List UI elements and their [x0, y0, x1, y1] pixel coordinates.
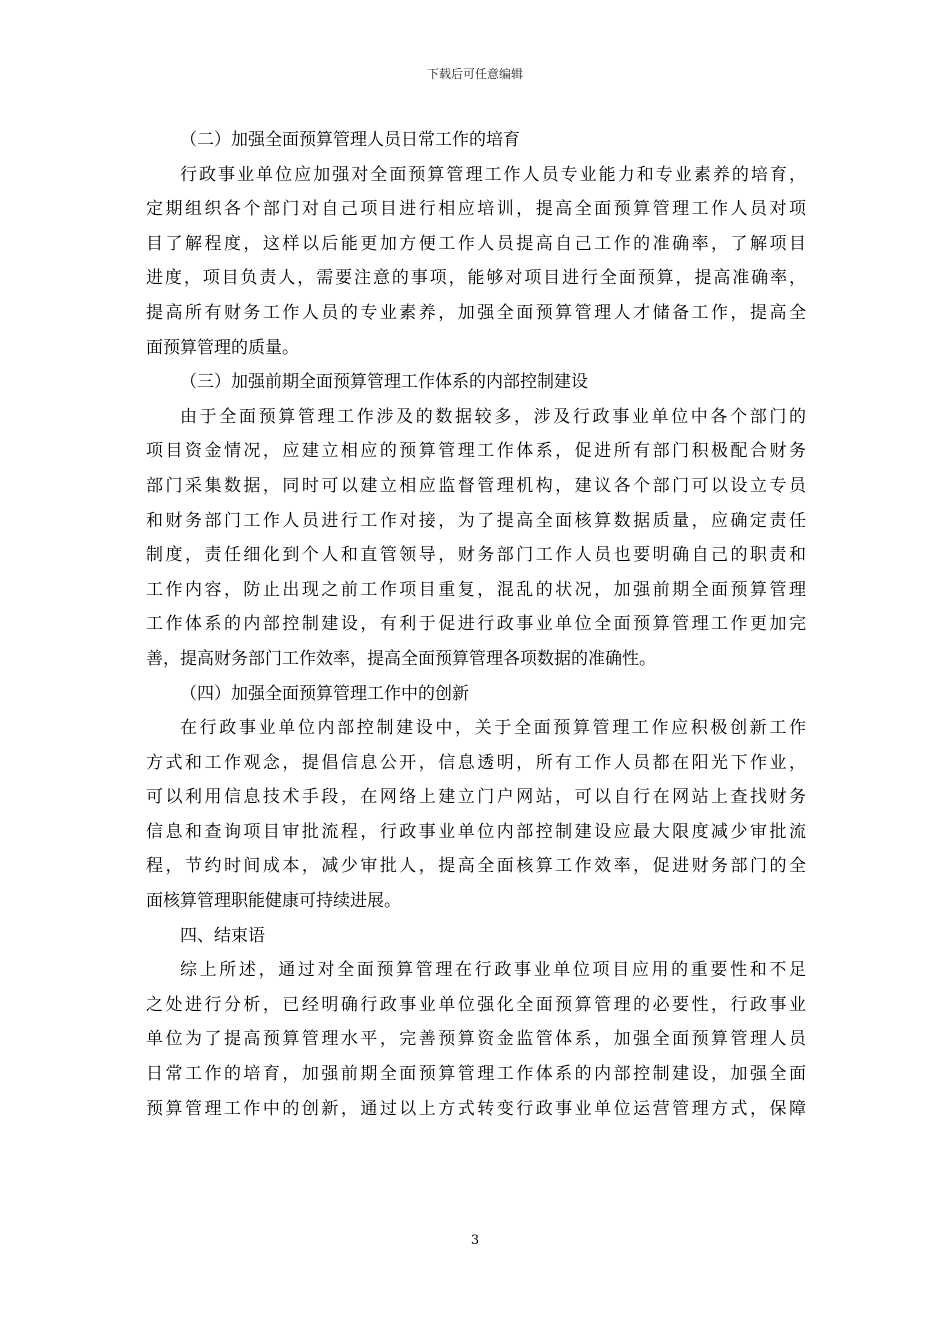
section-heading: 四、结束语: [180, 925, 265, 946]
paragraph-line: 工作体系的内部控制建设，有利于促进行政事业单位全面预算管理工作更加完: [146, 614, 806, 635]
paragraph-line: 项目资金情况，应建立相应的预算管理工作体系，促进所有部门积极配合财务: [146, 441, 806, 462]
paragraph-line: 制度，责任细化到个人和直管领导，财务部门工作人员也要明确自己的职责和: [146, 545, 806, 566]
paragraph-line: 工作内容，防止出现之前工作项目重复，混乱的状况，加强前期全面预算管理: [146, 579, 806, 600]
paragraph-line: 之处进行分析，已经明确行政事业单位强化全面预算管理的必要性，行政事业: [146, 994, 806, 1015]
paragraph-line: 定期组织各个部门对自己项目进行相应培训，提高全面预算管理工作人员对项: [146, 199, 806, 220]
paragraph-line: 在行政事业单位内部控制建设中，关于全面预算管理工作应积极创新工作: [180, 718, 806, 739]
paragraph-line: 综上所述，通过对全面预算管理在行政事业单位项目应用的重要性和不足: [180, 960, 806, 981]
paragraph-line: 进度，项目负责人，需要注意的事项，能够对项目进行全面预算，提高准确率，: [146, 268, 806, 289]
page-header: 下载后可任意编辑: [426, 67, 523, 81]
paragraph: [146, 711, 806, 919]
paragraph-line: 程，节约时间成本，减少审批人，提高全面核算工作效率，促进财务部门的全: [146, 856, 806, 877]
paragraph-line: 行政事业单位应加强对全面预算管理工作人员专业能力和专业素养的培育，: [180, 164, 806, 185]
paragraph-line: 部门采集数据，同时可以建立相应监督管理机构，建议各个部门可以设立专员: [146, 475, 806, 496]
paragraph-line: 由于全面预算管理工作涉及的数据较多，涉及行政事业单位中各个部门的: [180, 406, 806, 427]
paragraph-line: 面核算管理职能健康可持续进展。: [146, 891, 401, 912]
paragraph-line: 单位为了提高预算管理水平，完善预算资金监管体系，加强全面预算管理人员: [146, 1029, 806, 1050]
paragraph-line: 可以利用信息技术手段，在网络上建立门户网站，可以自行在网站上查找财务: [146, 787, 806, 808]
paragraph-line: 方式和工作观念，提倡信息公开，信息透明，所有工作人员都在阳光下作业，: [146, 752, 806, 773]
paragraph: [146, 953, 806, 1126]
paragraph: [146, 400, 806, 677]
section-heading: （三）加强前期全面预算管理工作体系的内部控制建设: [180, 372, 588, 393]
section-heading: （二）加强全面预算管理人员日常工作的培育: [180, 130, 520, 150]
paragraph-line: 信息和查询项目审批流程，行政事业单位内部控制建设应最大限度减少审批流: [146, 821, 806, 842]
document-body: [146, 123, 806, 1126]
paragraph-line: 面预算管理的质量。: [146, 337, 299, 358]
section-heading: （四）加强全面预算管理工作中的创新: [180, 683, 469, 704]
paragraph-line: 善，提高财务部门工作效率，提高全面预算管理各项数据的准确性。: [146, 648, 656, 669]
paragraph-line: 日常工作的培育，加强前期全面预算管理工作体系的内部控制建设，加强全面: [146, 1064, 806, 1085]
paragraph-line: 提高所有财务工作人员的专业素养，加强全面预算管理人才储备工作，提高全: [146, 302, 806, 323]
paragraph-line: 和财务部门工作人员进行工作对接，为了提高全面核算数据质量，应确定责任: [146, 510, 806, 531]
paragraph-line: 预算管理工作中的创新，通过以上方式转变行政事业单位运营管理方式，保障: [146, 1098, 806, 1119]
page-number: 3: [470, 1233, 480, 1248]
paragraph: [146, 158, 806, 366]
paragraph-line: 目了解程度，这样以后能更加方便工作人员提高自己工作的准确率，了解项目: [146, 233, 806, 254]
